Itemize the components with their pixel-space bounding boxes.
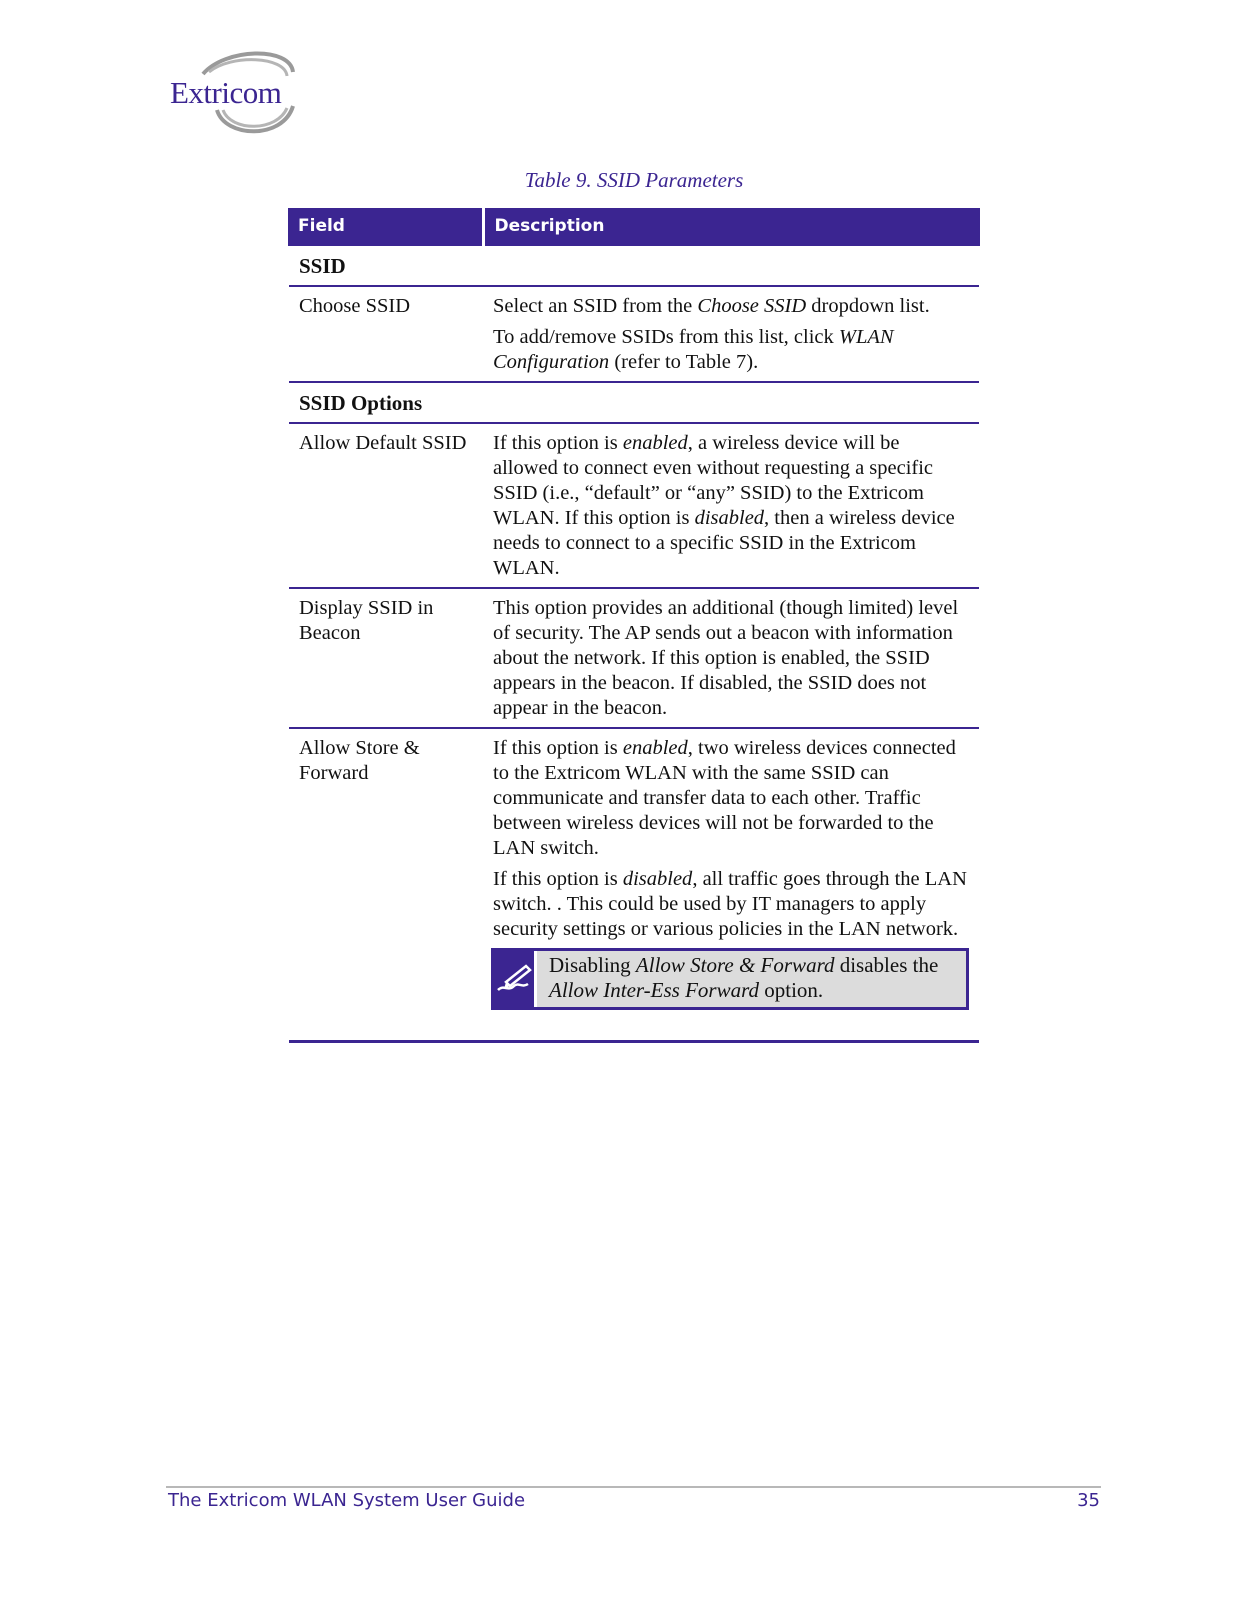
field-name: Allow Store & Forward bbox=[289, 728, 483, 1042]
logo-wordmark: Extricom bbox=[170, 75, 282, 110]
note-text: Disabling Allow Store & Forward disables the Allow Inter-Ess Forward option. bbox=[549, 953, 939, 1002]
footer-title: The Extricom WLAN System User Guide bbox=[168, 1490, 526, 1511]
table-row bbox=[289, 423, 979, 588]
table-row bbox=[289, 286, 979, 382]
note-box bbox=[491, 948, 969, 1010]
table-header-row bbox=[289, 209, 979, 245]
section-heading: SSID Options bbox=[289, 382, 483, 423]
header-description: Description bbox=[483, 209, 979, 245]
section-heading: SSID bbox=[289, 245, 483, 286]
ssid-parameters-table bbox=[288, 208, 980, 1043]
header-field: Field bbox=[289, 209, 483, 245]
field-description: If this option is enabled, two wireless devices connected to the Extricom WLAN with the same SSID can communicate and transfer data to each other. Traffic between wireless devices will not be forwarded to the LAN switch. If this option is disabled, all traffic goes through the LAN switch. . This could be used by IT managers to apply security settings or various policies in the LAN network. Disabling Allow Store & Forward disables the Allow Inter-Ess Forward option. bbox=[483, 728, 979, 1042]
section-row-ssid-options bbox=[289, 382, 979, 423]
section-row-ssid bbox=[289, 245, 979, 286]
footer-rule bbox=[166, 1486, 1101, 1488]
extricom-logo bbox=[165, 48, 305, 140]
field-name: Display SSID in Beacon bbox=[289, 588, 483, 728]
table-row bbox=[289, 728, 979, 1042]
field-description: This option provides an additional (though limited) level of security. The AP sends out a beacon with information about the network. If this option is enabled, the SSID appears in the beacon. If disabled, the SSID does not appear in the beacon. bbox=[483, 588, 979, 728]
field-name: Choose SSID bbox=[289, 286, 483, 382]
field-description: If this option is enabled, a wireless device will be allowed to connect even without requesting a specific SSID (i.e., “default” or “any” SSID) to the Extricom WLAN. If this option is disabled, then a wireless device needs to connect to a specific SSID in the Extricom WLAN. bbox=[483, 423, 979, 588]
table-row bbox=[289, 588, 979, 728]
table-caption: Table 9. SSID Parameters bbox=[524, 168, 744, 192]
field-description: Select an SSID from the Choose SSID dropdown list. To add/remove SSIDs from this list, click WLAN Configuration (refer to Table 7). bbox=[483, 286, 979, 382]
writing-hand-icon bbox=[494, 951, 537, 1007]
field-name: Allow Default SSID bbox=[289, 423, 483, 588]
page-number: 35 bbox=[1077, 1490, 1100, 1511]
